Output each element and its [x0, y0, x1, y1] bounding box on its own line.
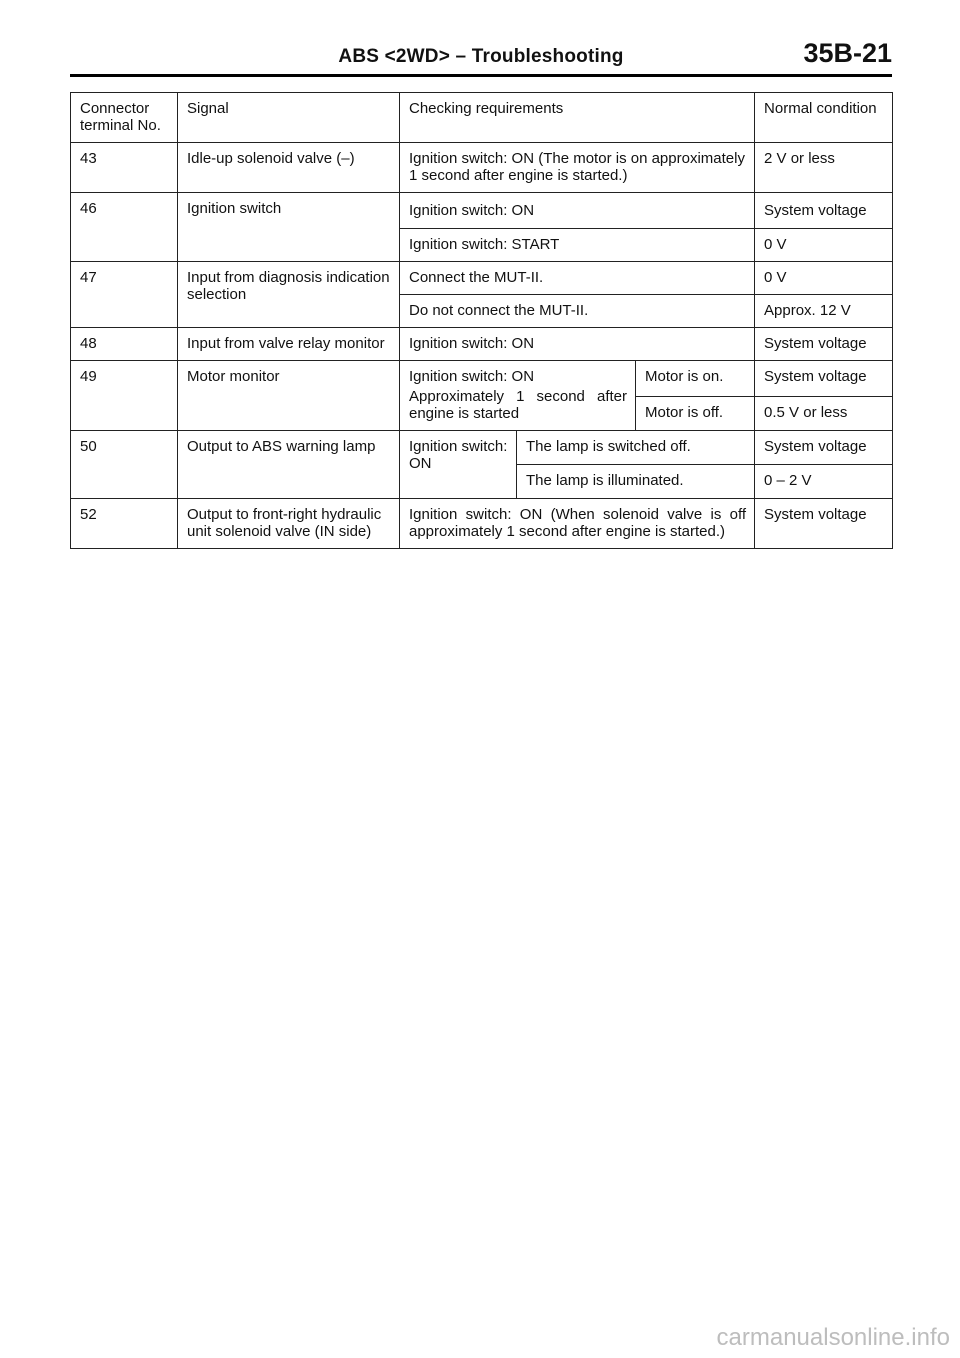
terminal-cell: 50 — [71, 431, 178, 499]
signal-cell: Output to front-right hydraulic unit solenoid valve (IN side) — [178, 499, 400, 549]
condition-cell: The lamp is illuminated. — [517, 465, 755, 499]
normal-cell: System voltage — [755, 431, 893, 465]
signal-cell: Idle-up solenoid valve (–) — [178, 143, 400, 193]
check-cell — [400, 361, 636, 431]
check-cell: Ignition switch: ON (The motor is on approximately 1 second after engine is started.) — [400, 143, 755, 193]
col-header-checking: Checking requirements — [400, 93, 755, 143]
condition-cell: The lamp is switched off. — [517, 431, 755, 465]
table-row — [71, 193, 893, 229]
normal-cell: System voltage — [755, 328, 893, 361]
terminal-cell: 49 — [71, 361, 178, 431]
check-cell: Ignition switch: ON (When solenoid valve is off approximately 1 second after engine is started.) — [400, 499, 755, 549]
terminal-cell: 43 — [71, 143, 178, 193]
signal-cell: Motor monitor — [178, 361, 400, 431]
table-row — [71, 143, 893, 193]
col-header-terminal: Connector terminal No. — [71, 93, 178, 143]
normal-cell: 0 V — [755, 262, 893, 295]
normal-cell: System voltage — [755, 193, 893, 229]
table-row — [71, 361, 893, 397]
normal-cell: 0 – 2 V — [755, 465, 893, 499]
check-line: Ignition switch: ON — [409, 368, 535, 385]
terminal-cell: 47 — [71, 262, 178, 328]
col-header-signal: Signal — [178, 93, 400, 143]
col-header-normal: Normal condition — [755, 93, 893, 143]
normal-cell: 0 V — [755, 229, 893, 262]
table-header-row — [71, 93, 893, 143]
check-cell: Connect the MUT-II. — [400, 262, 755, 295]
condition-cell: Motor is on. — [636, 361, 755, 397]
page-header — [70, 38, 892, 77]
signal-cell: Input from diagnosis indication selection — [178, 262, 400, 328]
normal-cell: System voltage — [755, 361, 893, 397]
page-title: ABS <2WD> – Troubleshooting — [338, 46, 624, 67]
watermark: carmanualsonline.info — [716, 1324, 950, 1351]
terminal-cell: 52 — [71, 499, 178, 549]
page-number: 35B-21 — [803, 38, 892, 68]
terminal-cell: 46 — [71, 193, 178, 262]
terminal-check-table — [70, 92, 893, 549]
signal-cell: Ignition switch — [178, 193, 400, 262]
terminal-cell: 48 — [71, 328, 178, 361]
check-cell: Ignition switch: ON — [400, 328, 755, 361]
table-row — [71, 262, 893, 295]
check-line: Approximately 1 second after engine is started — [409, 388, 627, 422]
check-cell: Ignition switch: ON — [400, 193, 755, 229]
condition-cell: Motor is off. — [636, 397, 755, 431]
normal-cell: 2 V or less — [755, 143, 893, 193]
normal-cell: 0.5 V or less — [755, 397, 893, 431]
check-cell: Ignition switch: START — [400, 229, 755, 262]
normal-cell: System voltage — [755, 499, 893, 549]
signal-cell: Output to ABS warning lamp — [178, 431, 400, 499]
table-row — [71, 499, 893, 549]
normal-cell: Approx. 12 V — [755, 295, 893, 328]
table-row — [71, 328, 893, 361]
signal-cell: Input from valve relay monitor — [178, 328, 400, 361]
check-cell: Ignition switch: ON — [400, 431, 517, 499]
check-cell: Do not connect the MUT-II. — [400, 295, 755, 328]
table-row — [71, 431, 893, 465]
